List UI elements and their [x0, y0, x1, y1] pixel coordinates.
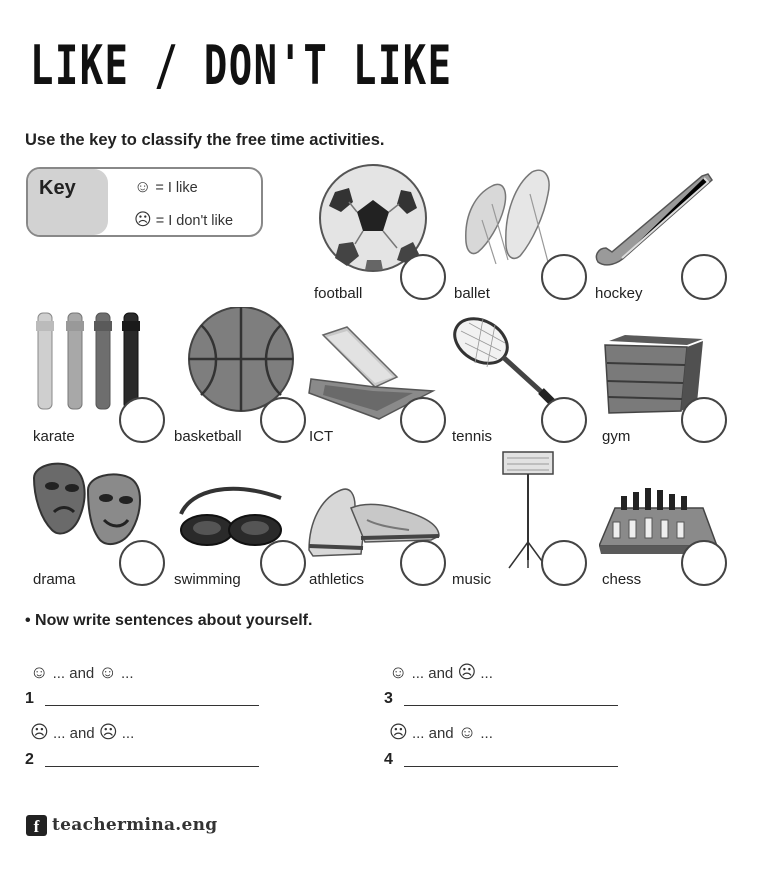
frown-icon: ☹ [98, 722, 118, 742]
page-title: LIKE / DON'T LIKE [30, 34, 453, 97]
tail-text: ... [480, 665, 493, 682]
answer-circle[interactable] [119, 540, 165, 586]
answer-circle[interactable] [681, 254, 727, 300]
smile-icon: ☺ [457, 722, 477, 742]
answer-line-2[interactable] [45, 766, 259, 767]
activity-label: drama [33, 571, 76, 588]
activity-basketball [171, 307, 311, 447]
key-like-row [134, 177, 198, 197]
answer-circle[interactable] [260, 540, 306, 586]
activity-ict [305, 307, 445, 447]
sentence-prompt-1 [30, 662, 134, 683]
smile-icon: ☺ [30, 662, 49, 682]
instruction: Use the key to classify the free time activities. [25, 131, 385, 149]
activity-label: tennis [452, 428, 493, 445]
activity-label: ICT [309, 428, 334, 445]
activity-label: chess [602, 571, 642, 588]
activity-label: karate [33, 428, 75, 445]
sentence-number: 3 [384, 690, 393, 707]
activity-drama [30, 450, 170, 590]
key-dislike-row [134, 210, 233, 230]
activity-music [449, 450, 589, 590]
activity-label: hockey [595, 285, 643, 302]
activity-label: gym [602, 428, 631, 445]
sentence-number: 1 [25, 690, 34, 707]
activity-label: swimming [174, 571, 241, 588]
key-like-text: = I like [155, 180, 198, 196]
sentence-prompt-4 [389, 722, 493, 743]
activity-label: music [452, 571, 492, 588]
connector-text: ... and [52, 665, 95, 682]
sentence-number: 4 [384, 751, 393, 768]
activity-label: football [314, 285, 363, 302]
activity-label: basketball [174, 428, 242, 445]
answer-circle[interactable] [400, 540, 446, 586]
sentence-prompt-3 [389, 662, 493, 683]
frown-icon: ☹ [30, 722, 49, 742]
answer-circle[interactable] [541, 540, 587, 586]
answer-circle[interactable] [400, 397, 446, 443]
activity-athletics [305, 450, 445, 590]
tail-text: ... [121, 665, 134, 682]
write-instruction: • Now write sentences about yourself. [25, 612, 313, 629]
facebook-icon: f [26, 815, 47, 836]
smile-icon: ☺ [134, 177, 152, 196]
activity-label: athletics [309, 571, 365, 588]
answer-circle[interactable] [681, 397, 727, 443]
key-label-panel [28, 169, 108, 235]
connector-text: ... and [411, 665, 454, 682]
tail-text: ... [121, 725, 135, 742]
activity-label: ballet [454, 285, 490, 302]
brand-name: teachermina.eng [52, 815, 218, 835]
answer-line-3[interactable] [404, 705, 618, 706]
key-box [26, 167, 263, 237]
answer-circle[interactable] [400, 254, 446, 300]
activity-tennis [449, 307, 589, 447]
answer-line-1[interactable] [45, 705, 259, 706]
key-label: Key [39, 177, 76, 199]
answer-circle[interactable] [681, 540, 727, 586]
connector-text: ... and [52, 725, 95, 742]
answer-circle[interactable] [119, 397, 165, 443]
answer-line-4[interactable] [404, 766, 618, 767]
key-dislike-text: = I don't like [155, 213, 234, 229]
answer-circle[interactable] [541, 254, 587, 300]
frown-icon: ☹ [457, 662, 477, 682]
connector-text: ... and [411, 725, 454, 742]
smile-icon: ☺ [98, 662, 117, 682]
frown-icon: ☹ [134, 210, 152, 229]
sentence-number: 2 [25, 751, 34, 768]
answer-circle[interactable] [541, 397, 587, 443]
sentence-prompt-2 [30, 722, 134, 743]
activity-chess [599, 450, 739, 590]
tail-text: ... [480, 725, 493, 742]
activity-ballet [452, 164, 592, 304]
activity-swimming [171, 450, 311, 590]
activity-football [311, 164, 451, 304]
smile-icon: ☺ [389, 662, 408, 682]
activity-gym [599, 307, 739, 447]
activity-hockey [592, 164, 732, 304]
frown-icon: ☹ [389, 722, 408, 742]
activity-karate [30, 307, 170, 447]
answer-circle[interactable] [260, 397, 306, 443]
